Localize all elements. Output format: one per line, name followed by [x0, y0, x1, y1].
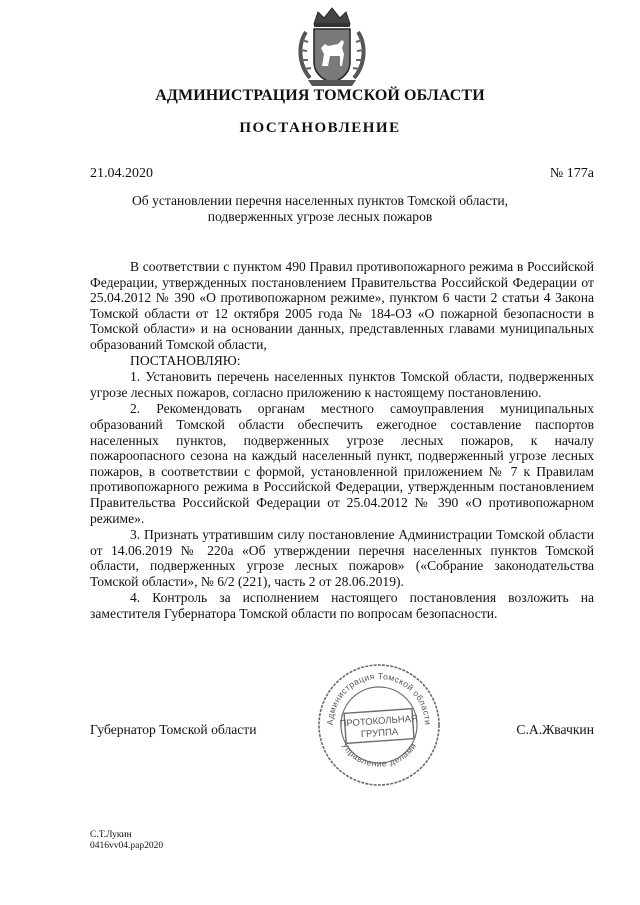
svg-text:Управление делами [340, 741, 419, 769]
executor-file: 0416vv04.pap2020 [90, 841, 164, 851]
organization-title: АДМИНИСТРАЦИЯ ТОМСКОЙ ОБЛАСТИ [155, 87, 485, 104]
document-type-title: ПОСТАНОВЛЕНИЕ [239, 120, 401, 136]
resolution-item: 1. Установить перечень населенных пунктов Томской области, подверженных угрозе лесных пожаров, согласно приложению к настоящему постановлению. [90, 369, 594, 400]
seal-center-text: ПРОТОКОЛЬНАЯ [339, 713, 419, 730]
resolution-item: 4. Контроль за исполнением настоящего постановления возложить на заместителя Губернатора Томской области по вопросам безопасности. [90, 590, 594, 622]
executor-name: С.Т.Лукин [90, 830, 132, 840]
subject-line: Об установлении перечня населенных пунктов Томской области, [131, 193, 509, 208]
signatory-position: Губернатор Томской области [90, 722, 257, 737]
signatory-name: С.А.Жвачкин [516, 722, 594, 737]
seal-center-text: ГРУППА [360, 726, 399, 741]
resolve-line: ПОСТАНОВЛЯЮ: [130, 352, 241, 368]
tomsk-coat-of-arms-icon [292, 4, 372, 88]
seal-ring-text: Администрация Томской области [324, 670, 434, 726]
document-subject [0, 193, 640, 225]
document-body [90, 259, 594, 622]
seal-ring-text-bottom: Управление делами [339, 740, 419, 769]
subject-line: подверженных угрозе лесных пожаров [207, 209, 433, 224]
preamble-paragraph: В соответствии с пунктом 490 Правил противопожарного режима в Российской Федерации, утвержденных постановлением Правительства Российской Федерации от 25.04.2012 № 390 «О противопожарном режиме», пунктом 6 части 2 статьи 4 Закона Томской области от 12 октября 2005 года № 184-ОЗ «О пожарной безопасности в Томской области» и на основании данных, представленных главами муниципальных образований Томской области, [90, 259, 594, 352]
resolution-item: 2. Рекомендовать органам местного самоуправления муниципальных образований Томской области обеспечить ежегодное составление паспортов населенных пунктов, подверженных угрозе лесных пожаров, к началу пожароопасного сезона на каждый населенный пункт, подверженный угрозе лесных пожаров, в соответствии с формой, установленной приложением № 7 к Правилам противопожарного режима в Российской Федерации, утвержденным постановлением Правительства Российской Федерации от 25.04.2012 № 390 «О противопожарном режиме». [90, 401, 594, 526]
resolution-item: 3. Признать утратившим силу постановление Администрации Томской области от 14.06.2019 № 220а «Об утверждении перечня населенных пунктов Томской области, подверженных угрозе лесных пожаров» («Собрание законодательства Томской области», № 6/2 (221), часть 2 от 28.06.2019). [90, 527, 594, 589]
document-date: 21.04.2020 [90, 166, 153, 181]
official-seal-stamp [316, 662, 442, 788]
executor-info [90, 830, 163, 852]
document-number: № 177а [549, 166, 594, 181]
